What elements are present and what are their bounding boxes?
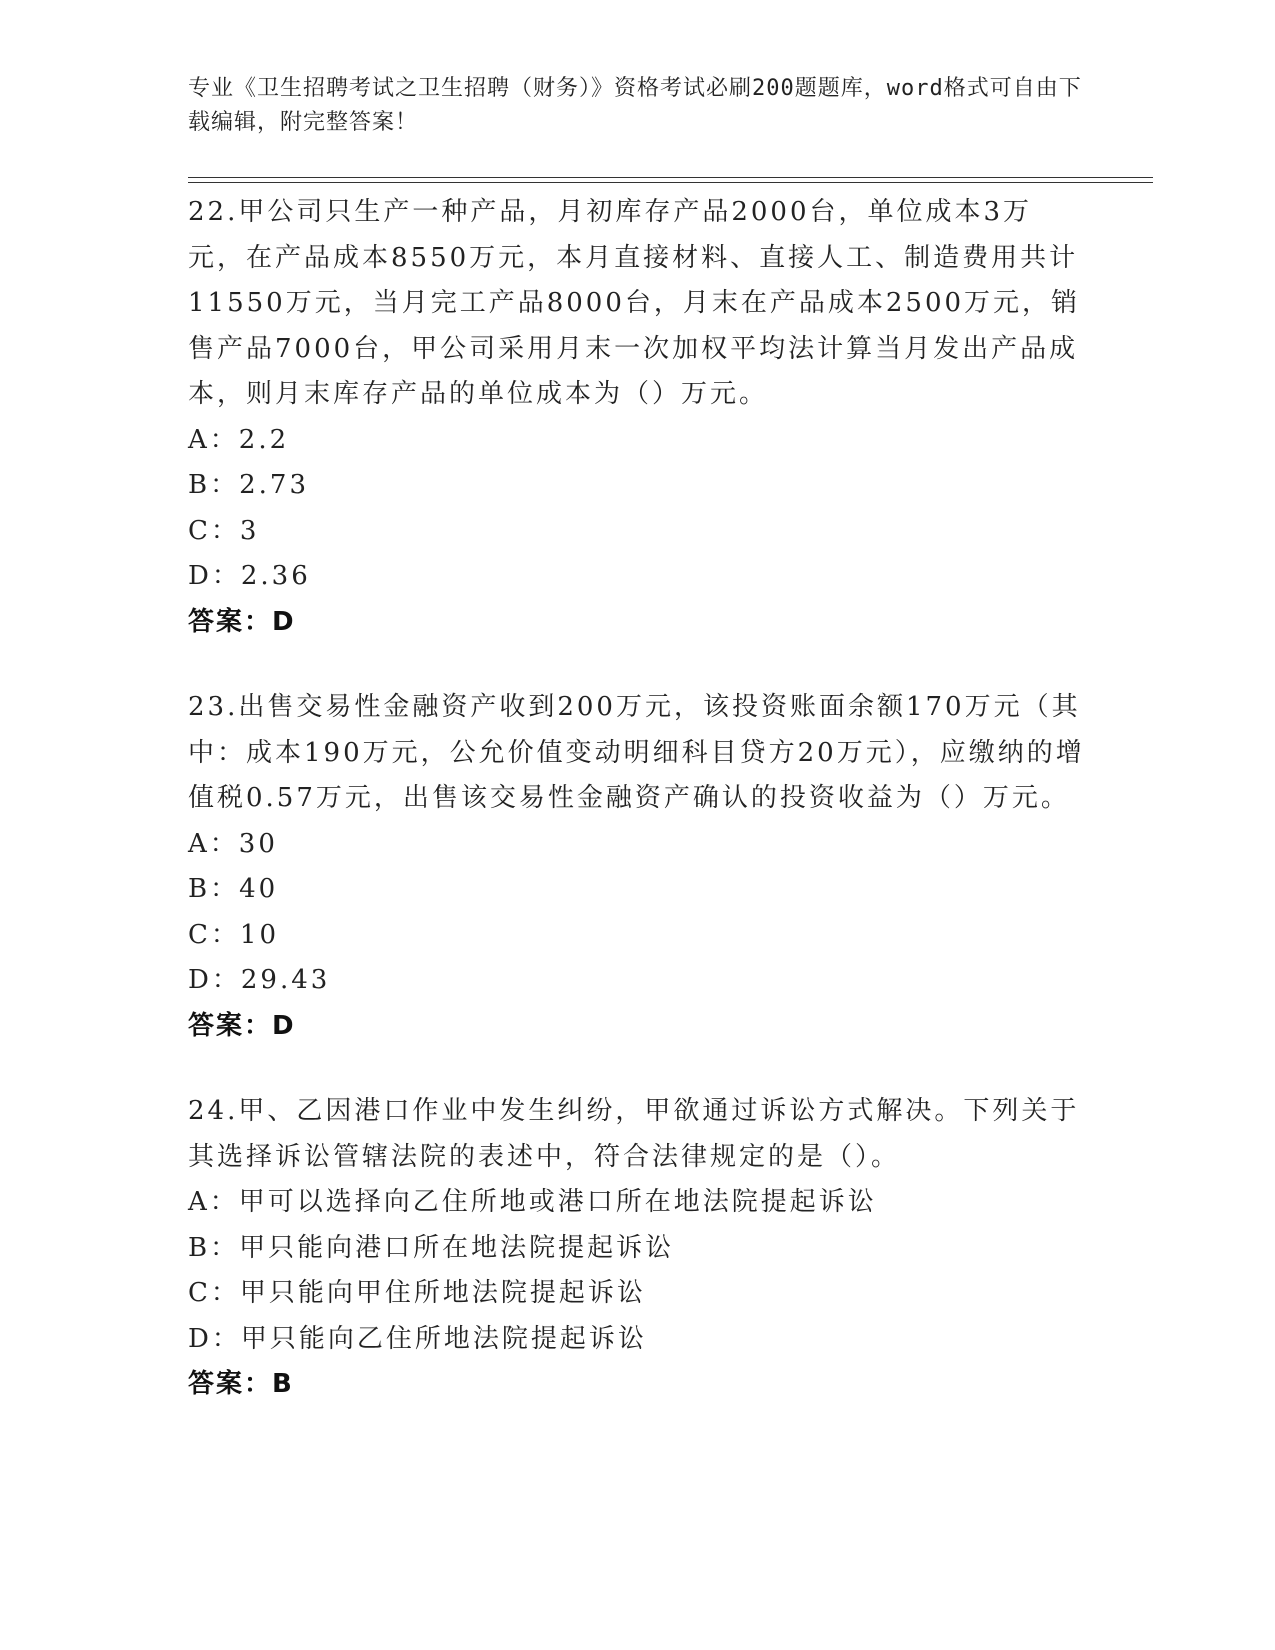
option-value: 40 (239, 874, 279, 904)
option-key: A： (188, 828, 239, 859)
option-d (188, 554, 1088, 600)
option-d (188, 958, 1088, 1004)
option-key: C： (188, 919, 240, 950)
option-a (188, 1180, 1088, 1226)
option-value: 2.73 (239, 470, 309, 500)
option-a (188, 822, 1088, 868)
option-key: D： (188, 965, 241, 995)
option-a (188, 418, 1088, 464)
option-c (188, 509, 1088, 555)
option-b (188, 1226, 1088, 1272)
document-header-title: 专业《卫生招聘考试之卫生招聘（财务）》资格考试必刷200题题库，word格式可自由下载编辑，附完整答案！ (188, 76, 1082, 135)
option-value: 30 (238, 828, 278, 859)
option-value: 2.2 (238, 424, 290, 455)
option-key: D： (188, 1323, 241, 1354)
question-list (188, 190, 1088, 1448)
option-c (188, 913, 1088, 959)
option-value: 甲可以选择向乙住所地或港口所在地法院提起诉讼 (238, 1187, 877, 1217)
option-key: A： (188, 1187, 239, 1217)
option-key: B： (188, 874, 240, 904)
option-value: 29.43 (240, 965, 331, 995)
question-text: 24.甲、乙因港口作业中发生纠纷，甲欲通过诉讼方式解决。下列关于其选择诉讼管辖法院的表述中，符合法律规定的是（）。 (188, 1096, 1080, 1172)
option-d (188, 1317, 1088, 1363)
option-c (188, 1271, 1088, 1317)
option-key: C： (188, 515, 240, 546)
answer-label: 答案：B (188, 1369, 294, 1399)
header-divider-top (188, 177, 1153, 178)
option-value: 甲只能向甲住所地法院提起诉讼 (239, 1278, 646, 1308)
option-key: B： (188, 470, 240, 500)
header-divider-bottom (188, 182, 1153, 183)
option-key: D： (188, 561, 241, 591)
option-value: 2.36 (240, 561, 311, 591)
option-value: 甲只能向乙住所地法院提起诉讼 (240, 1323, 647, 1354)
answer-label: 答案：D (188, 606, 296, 637)
answer-label: 答案：D (188, 1010, 296, 1041)
option-value: 甲只能向港口所在地法院提起诉讼 (239, 1232, 675, 1263)
option-key: B： (188, 1232, 240, 1263)
question-text: 22.甲公司只生产一种产品，月初库存产品2000台，单位成本3万元，在产品成本8550万元，本月直接材料、直接人工、制造费用共计11550万元，当月完工产品8000台，月末在产品成本2500万元，销售产品7000台，甲公司采用月末一次加权平均法计算当月发出产品成本，则月末库存产品的单位成本为（）万元。 (188, 197, 1081, 409)
option-value: 3 (239, 515, 260, 546)
question-23 (188, 685, 1088, 1049)
question-text: 23.出售交易性金融资产收到200万元，该投资账面余额170万元（其中：成本190万元，公允价值变动明细科目贷方20万元），应缴纳的增值税0.57万元，出售该交易性金融资产确认的投资收益为（）万元。 (188, 692, 1085, 813)
question-22 (188, 190, 1088, 645)
question-24 (188, 1089, 1088, 1408)
option-key: C： (188, 1278, 240, 1308)
option-value: 10 (239, 919, 279, 950)
option-key: A： (188, 424, 239, 455)
option-b (188, 463, 1088, 509)
option-b (188, 867, 1088, 913)
